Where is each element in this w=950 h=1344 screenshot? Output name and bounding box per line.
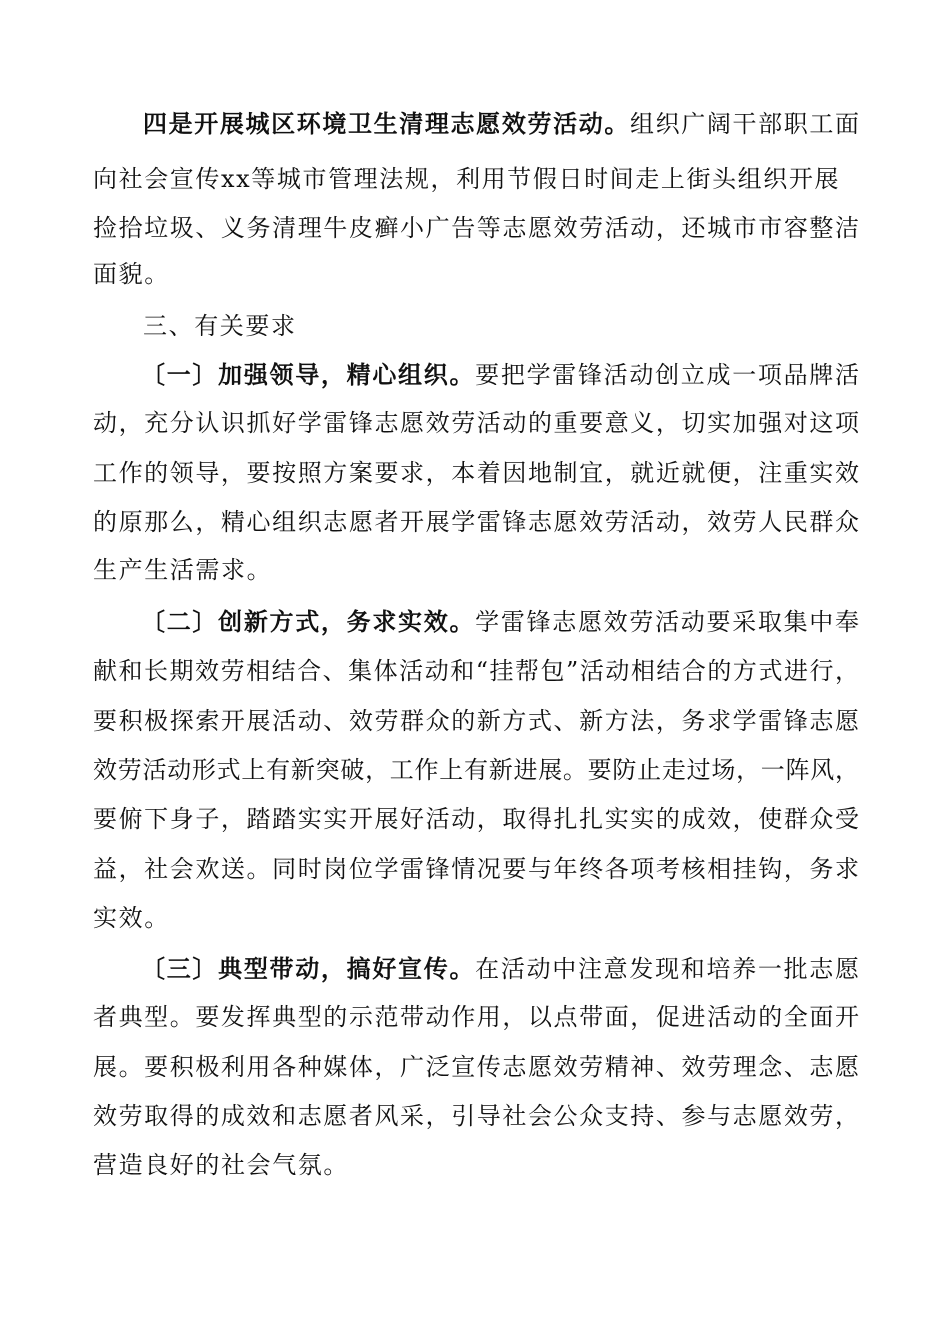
requirement-three-line-5: 营造良好的社会气氛。 <box>93 1151 349 1179</box>
paragraph-four-line-3: 捡拾垃圾、义务清理牛皮癣小广告等志愿效劳活动，还城市市容整洁 <box>93 214 859 242</box>
requirement-three-line-1 <box>141 949 859 989</box>
requirement-one-line-1-text: 要把学雷锋活动创立成一项品牌活 <box>475 361 860 389</box>
requirement-two-line-7: 实效。 <box>93 904 170 932</box>
requirement-three-line-1-text: 在活动中注意发现和培养一批志愿 <box>475 955 860 983</box>
requirement-one-line-2: 动，充分认识抓好学雷锋志愿效劳活动的重要意义，切实加强对这项 <box>93 409 859 437</box>
requirement-one-line-1 <box>141 355 859 395</box>
requirement-two-line-1-text: 学雷锋志愿效劳活动要采取集中奉 <box>475 608 860 636</box>
requirement-two-line-2: 献和长期效劳相结合、集体活动和“挂帮包”活动相结合的方式进行， <box>93 657 859 685</box>
requirement-three-line-2: 者典型。要发挥典型的示范带动作用，以点带面，促进活动的全面开 <box>93 1003 859 1031</box>
requirement-two-line-1 <box>141 602 859 642</box>
requirement-two-line-3: 要积极探索开展活动、效劳群众的新方式、新方法，务求学雷锋志愿 <box>93 707 859 735</box>
paragraph-four-line-1-text: 组织广阔干部职工面 <box>629 110 860 138</box>
requirement-two-line-6: 益，社会欢送。同时岗位学雷锋情况要与年终各项考核相挂钩，务求 <box>93 855 859 883</box>
requirement-one-line-5: 生产生活需求。 <box>93 556 273 584</box>
section-heading: 三、有关要求 <box>143 312 297 340</box>
requirement-three-line-3: 展。要积极利用各种媒体，广泛宣传志愿效劳精神、效劳理念、志愿 <box>93 1053 859 1081</box>
paragraph-four-lead: 四是开展城区环境卫生清理志愿效劳活动。 <box>143 109 630 138</box>
requirement-one-line-4: 的原那么，精心组织志愿者开展学雷锋志愿效劳活动，效劳人民群众 <box>93 508 859 536</box>
requirement-one-line-3: 工作的领导，要按照方案要求，本着因地制宜，就近就便，注重实效 <box>93 459 859 487</box>
requirement-three-line-4: 效劳取得的成效和志愿者风采，引导社会公众支持、参与志愿效劳， <box>93 1102 859 1130</box>
requirement-two-line-5: 要俯下身子，踏踏实实开展好活动，取得扎扎实实的成效，使群众受 <box>93 805 859 833</box>
requirement-one-lead: 〔一〕加强领导，精心组织。 <box>141 360 476 389</box>
requirement-two-line-4: 效劳活动形式上有新突破，工作上有新进展。要防止走过场，一阵风， <box>93 756 859 784</box>
paragraph-four-line-4: 面貌。 <box>93 260 170 288</box>
requirement-three-lead: 〔三〕典型带动，搞好宣传。 <box>141 954 476 983</box>
requirement-two-lead: 〔二〕创新方式，务求实效。 <box>141 607 476 636</box>
paragraph-four-line-2: 向社会宣传xx等城市管理法规，利用节假日时间走上街头组织开展 <box>93 165 841 193</box>
paragraph-four-line-1 <box>143 104 859 144</box>
